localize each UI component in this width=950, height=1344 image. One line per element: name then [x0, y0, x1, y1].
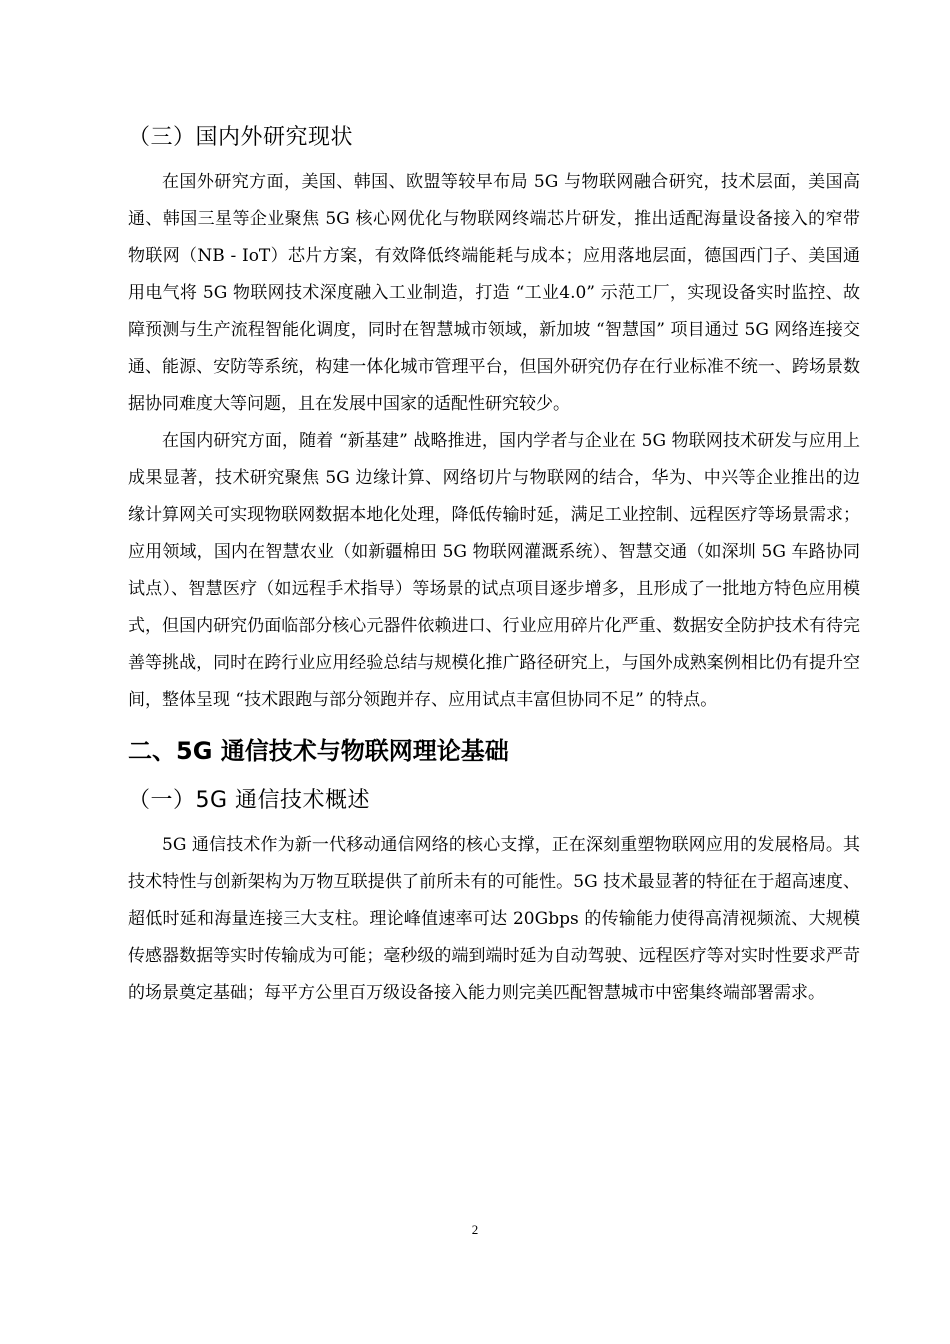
section-heading-research-status: （三）国内外研究现状 — [128, 125, 354, 150]
paragraph-5g-overview: 5G 通信技术作为新一代移动通信网络的核心支撑，正在深刻重塑物联网应用的发展格局。其技术特性与创新架构为万物互联提供了前所未有的可能性。5G 技术最显著的特征在于超高速度、超低时延和海量连接三大支柱。理论峰值速率可达 20Gbps 的传输能力使得高清视频流、大规模传感器数据等实时传输成为可能；毫秒级的端到端时延为自动驾驶、远程医疗等对实时性要求严苛的场景奠定基础；每平方公里百万级设备接入能力则完美匹配智慧城市中密集终端部署需求。 — [128, 835, 860, 1003]
chapter-heading-5g-iot-theory: 二、5G 通信技术与物联网理论基础 — [128, 737, 509, 765]
page-content — [128, 118, 860, 1012]
paragraph-domestic-research: 在国内研究方面，随着 “新基建” 战略推进，国内学者与企业在 5G 物联网技术研发与应用上成果显著，技术研究聚焦 5G 边缘计算、网络切片与物联网的结合，华为、中兴等企业推出的边缘计算网关可实现物联网数据本地化处理，降低传输时延，满足工业控制、远程医疗等场景需求；应用领域，国内在智慧农业（如新疆棉田 5G 物联网灌溉系统）、智慧交通（如深圳 5G 车路协同试点）、智慧医疗（如远程手术指导）等场景的试点项目逐步增多，且形成了一批地方特色应用模式，但国内研究仍面临部分核心元器件依赖进口、行业应用碎片化严重、数据安全防护技术有待完善等挑战，同时在跨行业应用经验总结与规模化推广路径研究上，与国外成熟案例相比仍有提升空间，整体呈现 “技术跟跑与部分领跑并存、应用试点丰富但协同不足” 的特点。 — [128, 431, 860, 710]
paragraph-foreign-research: 在国外研究方面，美国、韩国、欧盟等较早布局 5G 与物联网融合研究，技术层面，美国高通、韩国三星等企业聚焦 5G 核心网优化与物联网终端芯片研发，推出适配海量设备接入的窄带物联网（NB - IoT）芯片方案，有效降低终端能耗与成本；应用落地层面，德国西门子、美国通用电气将 5G 物联网技术深度融入工业制造，打造 “工业4.0” 示范工厂，实现设备实时监控、故障预测与生产流程智能化调度，同时在智慧城市领域，新加坡 “智慧国” 项目通过 5G 网络连接交通、能源、安防等系统，构建一体化城市管理平台，但国外研究仍存在行业标准不统一、跨场景数据协同难度大等问题，且在发展中国家的适配性研究较少。 — [128, 172, 860, 414]
page-number: 2 — [471, 1222, 479, 1237]
section-heading-5g-overview: （一）5G 通信技术概述 — [128, 788, 371, 813]
